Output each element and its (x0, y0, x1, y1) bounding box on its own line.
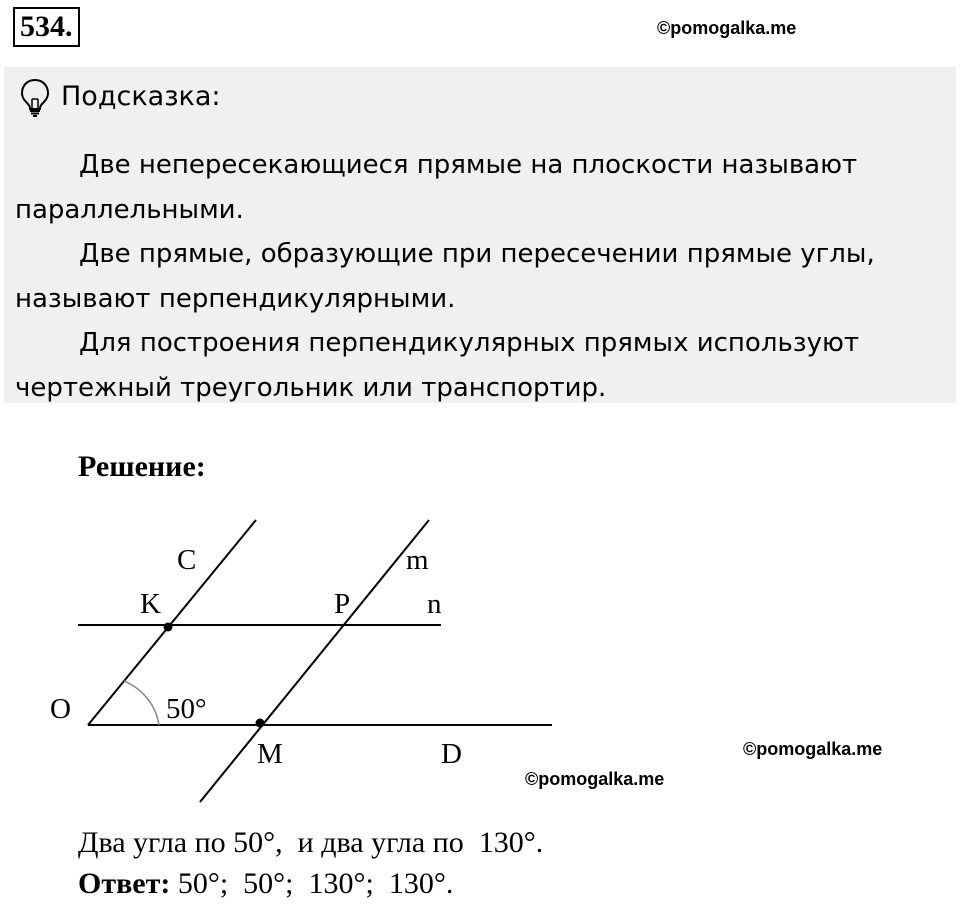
point-k (164, 623, 173, 632)
hint-title: Подсказка: (61, 81, 221, 112)
answer-value: 50°; 50°; 130°; 130°. (170, 867, 454, 900)
watermark-top: ©pomogalka.me (657, 18, 797, 38)
label-d: D (441, 738, 462, 770)
answer-line (78, 867, 453, 901)
hint-paragraph-2: Две прямые, образующие при пересечении прямые углы, называют перпендикулярными. (15, 239, 875, 314)
hint-paragraph-3: Для построения перпендикулярных прямых используют чертежный треугольник или транспортир. (15, 328, 860, 403)
solution-title: Решение: (78, 450, 206, 483)
angle-arc (124, 681, 159, 725)
problem-number-dot: . (65, 10, 73, 43)
label-o: O (50, 693, 71, 725)
label-c: C (177, 544, 197, 576)
watermark-right: ©pomogalka.me (743, 739, 883, 759)
hint-paragraph-1: Две непересекающиеся прямые на плоскости называют параллельными. (15, 150, 858, 225)
label-k: K (140, 588, 161, 620)
line-m (200, 520, 429, 802)
problem-number-value: 534 (20, 10, 65, 43)
label-m-point: M (257, 738, 283, 770)
point-m (256, 719, 265, 728)
solution-line: Два угла по 50°, и два угла по 130°. (78, 826, 544, 859)
label-p: P (334, 588, 351, 620)
label-m-line: m (406, 544, 429, 576)
label-angle: 50° (166, 693, 207, 725)
label-n: n (427, 588, 442, 620)
answer-label: Ответ: (78, 867, 171, 900)
watermark-middle: ©pomogalka.me (525, 769, 665, 789)
